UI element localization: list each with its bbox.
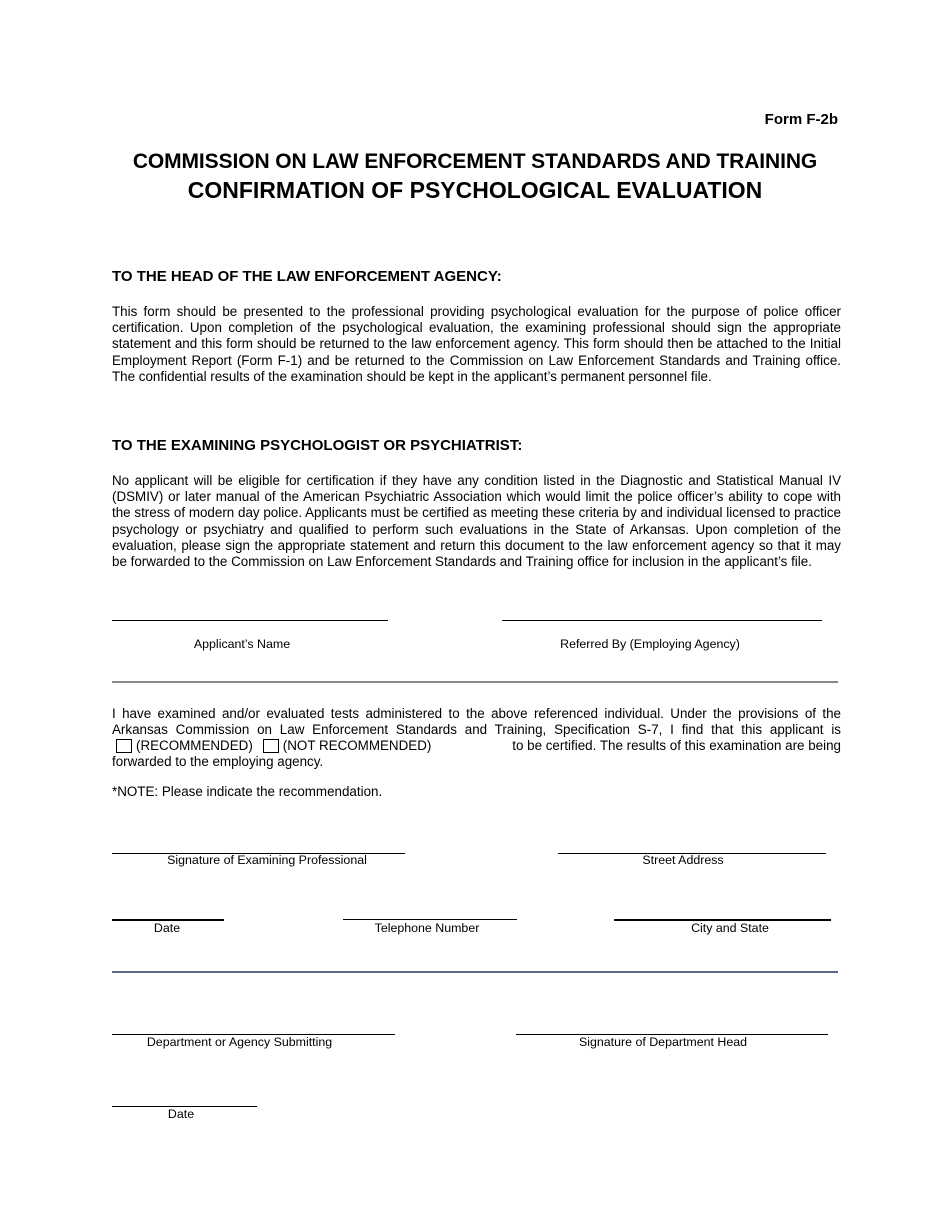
recommended-checkbox[interactable] <box>116 739 132 753</box>
date-label: Date <box>153 921 181 935</box>
agency-head-instructions-text: This form should be presented to the professional providing psychological evaluation for the purpose of police officer certification. Upon completion of the psychological evaluation, the examining professional should sign the appropriate statement and this form should be returned to the law enforcement agency. This form should then be attached to the Initial Employment Report (Form F-1) and be returned to the Commission on Law Enforcement Standards and Training office. The confidential results of the examination should be kept in the applicant’s permanent personnel file. <box>112 304 841 384</box>
certification-line1: I have examined and/or evaluated tests administered to the above referenced individual. Under the provisions of the <box>112 706 841 721</box>
certification-line3-rest: to be certified. The results of this examination are being <box>512 738 841 753</box>
signature-examiner-label: Signature of Examining Professional <box>167 853 367 867</box>
street-address-label: Street Address <box>642 853 724 867</box>
form-id: Form F-2b <box>764 111 838 128</box>
telephone-field[interactable] <box>343 919 517 920</box>
document-title: CONFIRMATION OF PSYCHOLOGICAL EVALUATION <box>187 177 763 203</box>
certification-line2: Arkansas Commission on Law Enforcement Standards and Training, Specification S-7, I find that this applicant is <box>112 722 841 737</box>
examiner-instructions <box>112 473 841 570</box>
applicant-name-label: Applicant’s Name <box>193 637 291 651</box>
recommendation-note: *NOTE: Please indicate the recommendation. <box>112 784 383 799</box>
referred-by-field[interactable] <box>502 620 822 621</box>
examiner-instructions-text: No applicant will be eligible for certification if they have any condition listed in the Diagnostic and Statistical Manual IV (DSMIV) or later manual of the American Psychiatric Association which would limit the police officer’s ability to cope with the stress of modern day police. Applicants must be certified as meeting these criteria by and individual licensed to practice psychology or psychiatry and qualified to perform such evaluations in the State of Arkansas. Upon completion of the evaluation, please sign the appropriate statement and return this document to the law enforcement agency so that it may be forwarded to the Commission on Law Enforcement Standards and Training office for inclusion in the applicant’s file. <box>112 473 841 570</box>
not-recommended-label: (NOT RECOMMENDED) <box>282 738 432 753</box>
not-recommended-checkbox[interactable] <box>263 739 279 753</box>
recommended-label: (RECOMMENDED) <box>136 738 253 753</box>
referred-by-label: Referred By (Employing Agency) <box>560 637 740 651</box>
applicant-name-field[interactable] <box>112 620 388 621</box>
agency-head-heading: TO THE HEAD OF THE LAW ENFORCEMENT AGENCY: <box>112 268 502 285</box>
examiner-heading: TO THE EXAMINING PSYCHOLOGIST OR PSYCHIATRIST: <box>112 437 523 454</box>
commission-title: COMMISSION ON LAW ENFORCEMENT STANDARDS AND TRAINING <box>132 150 818 173</box>
department-label: Department or Agency Submitting <box>146 1035 333 1049</box>
agency-divider <box>112 971 838 973</box>
certification-line4: forwarded to the employing agency. <box>112 754 324 769</box>
certification-statement <box>112 706 841 770</box>
dept-head-signature-label: Signature of Department Head <box>578 1035 748 1049</box>
recommendation-row <box>112 738 841 754</box>
agency-head-instructions <box>112 304 841 385</box>
agency-date-label: Date <box>167 1107 195 1121</box>
telephone-label: Telephone Number <box>374 921 480 935</box>
section-divider <box>112 681 838 683</box>
city-state-label: City and State <box>691 921 769 935</box>
